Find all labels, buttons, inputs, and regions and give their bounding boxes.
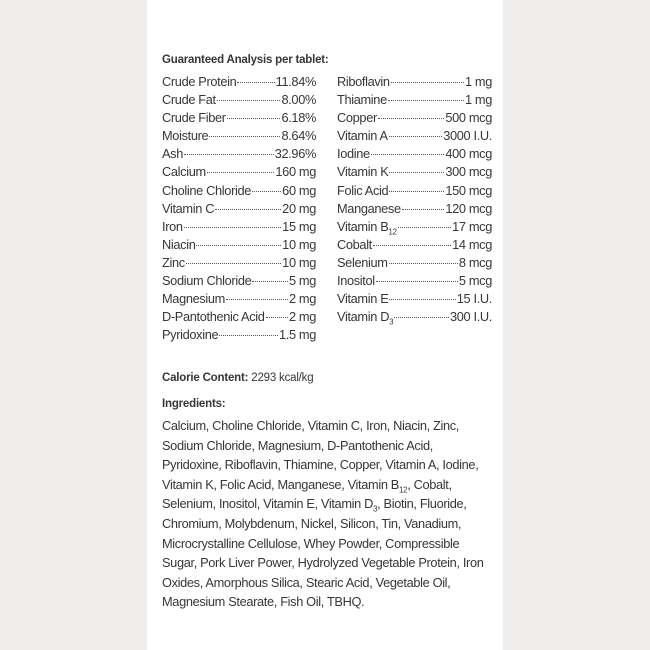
nutrient-value: 1.5 mg: [278, 327, 316, 343]
nutrient-value: 5 mg: [288, 273, 316, 289]
nutrient-value: 5 mcg: [458, 273, 492, 289]
dot-leader: [389, 299, 455, 300]
nutrient-value: 300 I.U.: [449, 309, 492, 325]
analysis-row: [337, 201, 492, 219]
ingredients-text-1: Calcium, Choline Chloride, Vitamin C, Iron, Niacin, Zinc, Sodium Chloride, Magnesium, D-Pantothenic Acid, Pyridoxine, Riboflavin, Thiamine, Copper, Vitamin A, Iodine, Vitamin K, Folic Acid, Manganese, Vitamin B: [162, 418, 479, 492]
nutrient-name: Niacin: [162, 236, 196, 252]
dot-leader: [209, 136, 280, 137]
dot-leader: [186, 263, 281, 264]
calorie-content: [162, 372, 313, 384]
dot-leader: [389, 172, 444, 173]
nutrient-value: 8.00%: [281, 92, 316, 108]
nutrient-value: 14 mcg: [452, 236, 492, 252]
nutrient-name: Vitamin $D_3$: [337, 309, 394, 327]
nutrient-value: 120 mcg: [445, 200, 492, 216]
dot-leader: [388, 100, 464, 101]
analysis-row: [162, 273, 316, 291]
analysis-row: [162, 327, 316, 345]
dot-leader: [196, 245, 281, 246]
analysis-row: [162, 110, 316, 128]
dot-leader: [237, 82, 274, 83]
nutrient-name: Zinc: [162, 254, 185, 270]
nutrient-value: 1 mg: [464, 92, 492, 108]
analysis-row: [337, 164, 492, 182]
nutrient-name: Iron: [162, 218, 183, 234]
nutrient-value: 1 mg: [464, 74, 492, 89]
analysis-row: [337, 291, 492, 309]
nutrient-value: 300 mcg: [445, 164, 492, 180]
nutrient-value: 60 mg: [282, 182, 316, 198]
ingredients-text-3: , Biotin, Fluoride, Chromium, Molybdenum, Nickel, Silicon, Tin, Vanadium, Microcrystalline Cellulose, Whey Powder, Compressible Sugar, Pork Liver Power, Hydrolyzed Vegetable Protein, Iron Oxides, Amorphous Silica, Stearic Acid, Vegetable Oil, Magnesium Stearate, Fish Oil, TBHQ.: [162, 496, 484, 610]
analysis-row: [337, 74, 492, 92]
dot-leader: [252, 191, 281, 192]
nutrient-value: 6.18%: [281, 110, 316, 126]
analysis-row: [337, 219, 492, 237]
ingredients-subscript-2: 3: [373, 504, 378, 514]
nutrient-value: 150 mcg: [445, 182, 492, 198]
nutrient-name: Riboflavin: [337, 74, 390, 89]
nutrient-value: 11.84%: [275, 74, 316, 89]
analysis-row: [337, 146, 492, 164]
dot-leader: [219, 335, 278, 336]
nutrient-name: Calcium: [162, 164, 206, 180]
nutrient-name: Choline Chloride: [162, 182, 252, 198]
nutrient-value: 160 mg: [275, 164, 316, 180]
nutrition-label: [162, 0, 502, 650]
nutrient-subscript: 12: [388, 227, 397, 237]
nutrient-name: Cobalt: [337, 236, 372, 252]
dot-leader: [389, 136, 443, 137]
nutrient-name: Thiamine: [337, 92, 387, 108]
nutrient-value: 10 mg: [282, 236, 316, 252]
dot-leader: [394, 317, 449, 318]
nutrient-value: 2 mg: [288, 309, 316, 325]
analysis-row: [337, 255, 492, 273]
dot-leader: [227, 118, 281, 119]
nutrient-name: Folic Acid: [337, 182, 389, 198]
dot-leader: [376, 281, 458, 282]
dot-leader: [184, 227, 282, 228]
nutrient-value: 500 mcg: [445, 110, 492, 126]
nutrient-name: Vitamin $B_{12}$: [337, 218, 397, 237]
nutrient-name: Vitamin C: [162, 200, 215, 216]
analysis-row: [162, 201, 316, 219]
analysis-row: [337, 183, 492, 201]
nutrient-value: 10 mg: [282, 254, 316, 270]
analysis-row: [337, 273, 492, 291]
ingredients-text-2: , Cobalt, Selenium, Inositol, Vitamin E, Vitamin D: [162, 476, 452, 512]
nutrient-value: 8 mcg: [458, 254, 492, 270]
nutrient-name: Manganese: [337, 200, 401, 216]
nutrient-name: Pyridoxine: [162, 327, 219, 343]
analysis-row: [162, 183, 316, 201]
nutrient-value: 32.96%: [274, 146, 316, 162]
dot-leader: [373, 245, 451, 246]
nutrient-value: 400 mcg: [445, 146, 492, 162]
nutrient-name: Vitamin E: [337, 291, 389, 307]
dot-leader: [398, 227, 452, 228]
dot-leader: [389, 263, 458, 264]
analysis-row: [162, 74, 316, 92]
dot-leader: [207, 172, 275, 173]
nutrient-value: 15 I.U.: [456, 291, 492, 307]
analysis-row: [162, 92, 316, 110]
nutrient-subscript: 3: [389, 317, 394, 327]
dot-leader: [184, 154, 274, 155]
analysis-row: [162, 237, 316, 255]
dot-leader: [266, 317, 288, 318]
analysis-row: [162, 164, 316, 182]
dot-leader: [226, 299, 288, 300]
nutrient-name: Vitamin A: [337, 128, 388, 144]
nutrient-name: Sodium Chloride: [162, 273, 252, 289]
analysis-row: [337, 92, 492, 110]
nutrient-name: Moisture: [162, 128, 209, 144]
nutrient-name: Ash: [162, 146, 184, 162]
ingredients-subscript-1: 12: [398, 485, 408, 495]
nutrient-name: Magnesium: [162, 291, 225, 307]
dot-leader: [389, 191, 444, 192]
analysis-row: [162, 291, 316, 309]
nutrient-value: 2 mg: [288, 291, 316, 307]
guaranteed-analysis-heading: Guaranteed Analysis per tablet:: [162, 54, 329, 66]
ingredients-heading: Ingredients:: [162, 398, 226, 410]
analysis-row: [162, 255, 316, 273]
nutrient-name: Crude Protein: [162, 74, 237, 89]
dot-leader: [371, 154, 445, 155]
nutrient-value: 3000 I.U.: [443, 128, 492, 144]
dot-leader: [215, 209, 281, 210]
nutrient-value: 15 mg: [282, 218, 316, 234]
nutrient-value: 17 mcg: [452, 218, 492, 234]
nutrient-value: 8.64%: [281, 128, 316, 144]
analysis-row: [162, 146, 316, 164]
dot-leader: [391, 82, 464, 83]
analysis-row: [337, 110, 492, 128]
nutrient-name: Copper: [337, 110, 377, 126]
nutrient-name: Selenium: [337, 254, 388, 270]
nutrient-name: Inositol: [337, 273, 375, 289]
analysis-row: [337, 128, 492, 146]
analysis-row: [162, 128, 316, 146]
analysis-left-column: [162, 74, 316, 345]
nutrient-name: Crude Fiber: [162, 110, 226, 126]
analysis-row: [337, 237, 492, 255]
dot-leader: [252, 281, 288, 282]
nutrient-name: Crude Fat: [162, 92, 216, 108]
nutrient-name: D-Pantothenic Acid: [162, 309, 265, 325]
nutrient-name: Vitamin K: [337, 164, 389, 180]
dot-leader: [402, 209, 445, 210]
calorie-content-label: Calorie Content:: [162, 372, 249, 384]
calorie-content-value: 2293 kcal/kg: [251, 372, 314, 384]
analysis-row: [162, 219, 316, 237]
analysis-row: [337, 309, 492, 327]
nutrient-value: 20 mg: [282, 200, 316, 216]
analysis-right-column: [337, 74, 492, 327]
dot-leader: [217, 100, 281, 101]
nutrient-name: Iodine: [337, 146, 370, 162]
analysis-row: [162, 309, 316, 327]
ingredients-list: [162, 416, 492, 612]
dot-leader: [378, 118, 444, 119]
